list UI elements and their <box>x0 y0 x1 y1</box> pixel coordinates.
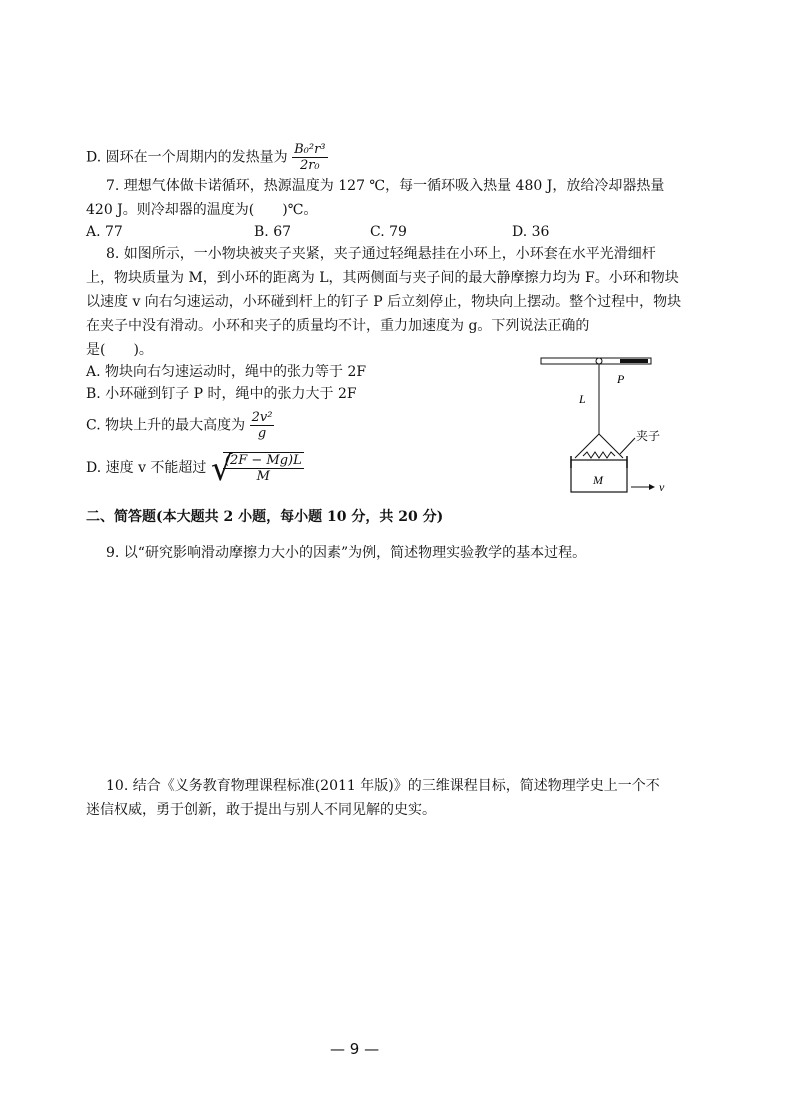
q6-option-d-label: D. 圆环在一个周期内的发热量为 <box>86 149 288 166</box>
sqrt-symbol-icon: √ <box>210 449 233 489</box>
label-p: P <box>617 372 625 386</box>
q8-line-3: 以速度 v 向右匀速运动，小环碰到杆上的钉子 P 后立刻停止，物块向上摆动。整个过程中，物块 <box>86 294 682 310</box>
q10-line-1: 10. 结合《义务教育物理课程标准(2011 年版)》的三维课程目标，简述物理学史上一个不 <box>106 778 660 794</box>
q8-option-d-sqrt <box>210 449 304 489</box>
q7-option-a: A. 77 <box>86 224 123 240</box>
clip-triangle <box>575 434 623 458</box>
pendulum-figure <box>535 350 685 500</box>
label-m: M <box>593 473 603 487</box>
section-2-heading: 二、简答题(本大题共 2 小题，每小题 10 分，共 20 分) <box>86 509 444 525</box>
q7-option-d: D. 36 <box>512 224 550 240</box>
q6-option-d-denominator: 2r₀ <box>299 158 320 173</box>
q8-line-4: 在夹子中没有滑动。小环和夹子的质量均不计，重力加速度为 g。下列说法正确的 <box>86 318 590 334</box>
label-v: v <box>659 480 665 494</box>
q9-text: 9. 以“研究影响滑动摩擦力大小的因素”为例，简述物理实验教学的基本过程。 <box>106 545 587 561</box>
q8-option-a: A. 物块向右匀速运动时，绳中的张力等于 2F <box>86 364 367 380</box>
q7-option-b: B. 67 <box>254 224 292 240</box>
q8-option-c <box>86 410 274 441</box>
q6-option-d <box>86 142 328 173</box>
page-number: — 9 — <box>330 1040 380 1058</box>
q8-option-d-label: D. 速度 v 不能超过 <box>86 460 207 476</box>
velocity-arrow-head-icon <box>649 484 655 490</box>
q6-option-d-fraction <box>292 142 327 173</box>
q8-option-d-denominator: M <box>256 469 270 484</box>
q8-option-d-numerator: (2F − Mg)L <box>224 453 302 468</box>
q8-line-5: 是( )。 <box>86 342 153 358</box>
label-clip: 夹子 <box>636 429 661 443</box>
label-l: L <box>579 392 586 406</box>
q8-option-d <box>86 449 304 489</box>
clip-spring <box>583 452 615 458</box>
q8-option-b: B. 小环碰到钉子 P 时，绳中的张力大于 2F <box>86 386 357 402</box>
q7-option-c: C. 79 <box>370 224 407 240</box>
rod-dark-segment <box>620 359 648 363</box>
q8-option-c-numerator: 2v² <box>251 410 273 425</box>
q7-line-2: 420 J。则冷却器的温度为( )℃。 <box>86 202 318 218</box>
q7-line-1: 7. 理想气体做卡诺循环，热源温度为 127 ℃，每一循环吸入热量 480 J，放给冷却器热量 <box>106 178 665 194</box>
q10-line-2: 迷信权威，勇于创新，敢于提出与别人不同见解的史实。 <box>86 802 436 818</box>
q8-option-c-fraction <box>250 410 275 441</box>
q8-option-c-label: C. 物块上升的最大高度为 <box>86 417 246 434</box>
q8-option-d-fraction <box>223 452 304 484</box>
q8-option-c-denominator: g <box>257 426 267 441</box>
q8-line-1: 8. 如图所示，一小物块被夹子夹紧，夹子通过轻绳悬挂在小环上，小环套在水平光滑细杆 <box>106 246 656 262</box>
clip-pointer-line <box>620 438 635 454</box>
small-ring <box>596 358 602 364</box>
q8-line-2: 上，物块质量为 M，到小环的距离为 L，其两侧面与夹子间的最大静摩擦力均为 F。小环和物块 <box>86 270 679 286</box>
q6-option-d-numerator: B₀²r³ <box>294 142 326 157</box>
